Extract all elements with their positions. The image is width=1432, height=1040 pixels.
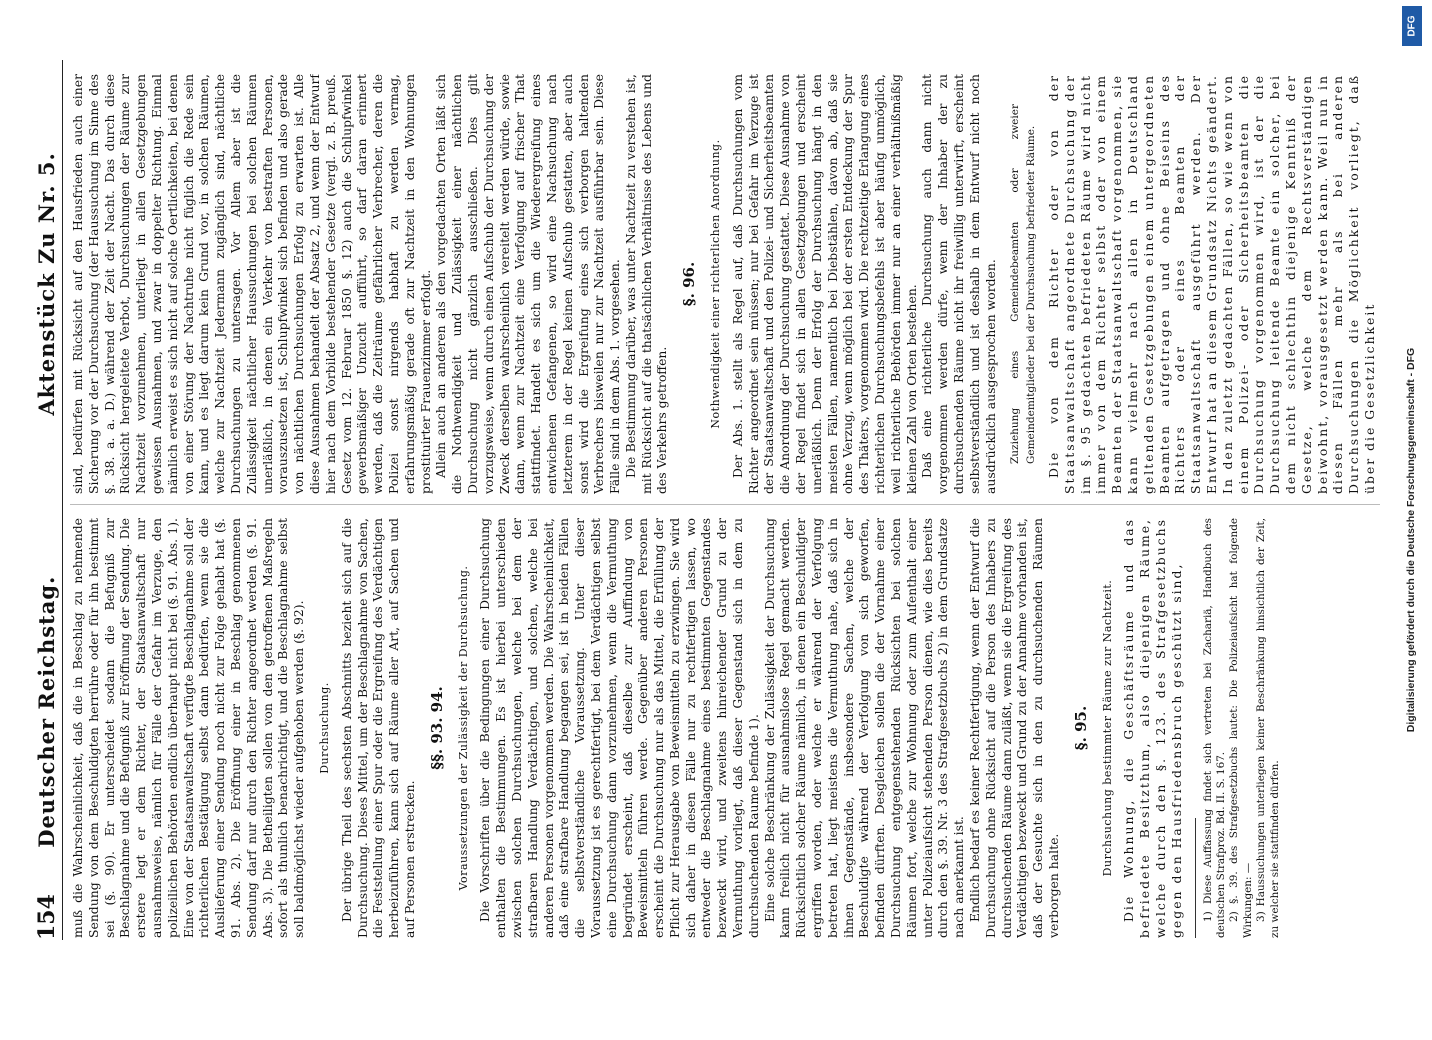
- credit-text: Digitalisierung gefördert durch die Deutsche Forschungsgemeinschaft - DFG: [1405, 347, 1417, 733]
- dfg-logo: DFG: [1402, 6, 1422, 46]
- running-head-right: Aktenstück Zu Nr. 5.: [34, 152, 59, 416]
- running-head-left: Deutscher Reichstag.: [34, 575, 59, 848]
- paragraph: Endlich bedarf es keiner Rechtfertigung, wenn der Entwurf die Durchsuchung ohne Rücksicht auf die Person des Inhabers zu durchsuchenden Räume dann zuläßt, wenn sie die Ergreifung des Verdächtigen bezweckt und Grund zu der Annahme vorhanden ist, daß der Gesuchte sich in den zu durchsuchenden Räumen verborgen halte.: [967, 518, 1062, 938]
- section-heading: Nothwendigkeit einer richterlichen Anordnung.: [709, 139, 723, 429]
- paragraph: Daß eine richterliche Durchsuchung auch dann nicht vorgenommen werden dürfe, wenn der Inhaber der zu durchsuchenden Räume nicht ihr freiwillig unterwirft, erscheint selbstverständlich und ist deshalb in dem Entwurf nicht noch ausdrücklich ausgesprochen worden.: [919, 74, 998, 494]
- paragraph: Die Vorschriften über die Bedingungen einer Durchsuchung enthalten die Bestimmungen. Es ist hierbei unterschieden zwischen solchen Durchsuchungen, welche bei dem der strafbaren Handlung Verdächtigen, und solchen, welche bei anderen Personen vorgenommen werden. Die Wahrscheinlichkeit, daß eine strafbare Handlung begangen sei, ist in beiden Fällen die selbstverständliche Voraussetzung. Unter dieser Voraussetzung ist es gerechtfertigt, bei dem Verdächtigen selbst eine Durchsuchung dann vorzunehmen, wenn die Vermuthung begründet erscheint, daß dieselbe zur Auffindung von Beweismitteln führen werde. Gegenüber anderen Personen erscheint die Durchsuchung nur als das Mittel, die Erfüllung der Pflicht zur Herausgabe von Beweismitteln zu erzwingen. Sie wird sich daher in diesen Fälle nur zu rechtfertigen lassen, wo entweder die Beschlagnahme eines bestimmten Gegenstandes bezweckt wird, und zweitens hinreichender Grund zu der Vermuthung vorliegt, daß dieser Gegenstand sich in dem zu durchsuchenden Raume befinde 1).: [477, 518, 761, 938]
- footnote: 3) Haussuchungen unterliegen keiner Beschränkung hinsichtlich der Zeit, zu welcher sie stattfinden dürfen.: [1255, 518, 1281, 938]
- digitization-credit-strip: [1390, 0, 1432, 1000]
- paragraph: Die von dem Richter oder von der Staatsanwaltschaft angeordnete Durchsuchung der im §. 95 gedachten befriedeten Räume wird nicht immer von dem Richter selbst oder von einem Beamten der Staatsanwaltschaft vorgenommen, sie kann vielmehr nach allen in Deutschland geltenden Gesetzgebungen einem untergeordneten Beamten aufgetragen und ohne Beiseins des Richters oder eines Beamten der Staatsanwaltschaft ausgeführt werden. Der Entwurf hat an diesem Grundsatz Nichts geändert. In den zuletzt gedachten Fällen, so wie wenn von einem Polizei- oder Sicherheitsbeamten die Durchsuchung vorgenommen wird, ist der die Durchsuchung leitende Beamte ein solcher, bei dem nicht schlechthin diejenige Kenntniß der Gesetze, welche dem Rechtsverständigen beiwohnt, vorausgesetzt werden kann. Weil nun in diesen Fällen mehr als bei anderen Durchsuchungen die Möglichkeit vorliegt, daß über die Gesetzlichkeit: [1046, 74, 1377, 494]
- section-heading: Voraussetzungen der Zulässigkeit der Durchsuchung.: [456, 565, 470, 891]
- section-heading: Zuziehung eines Gemeindebeamten oder zweier Gemeindemitglieder bei der Durchsuchung befriedeter Räume.: [1009, 104, 1038, 464]
- paragraph: Der übrige Theil des sechsten Abschnitts bezieht sich auf die Durchsuchung. Dieses Mittel, um der Beschlagnahme von Sachen, die Feststellung einer Spur oder die Ergreifung des Verdächtigen herbeizuführen, kann sich auf Räume aller Art, auf Sachen und auf Personen erstrecken.: [338, 518, 417, 938]
- paragraph: Der Abs. 1. stellt als Regel auf, daß Durchsuchungen vom Richter angeordnet sein müssen; nur bei Gefahr im Verzuge ist der Staatsanwaltschaft und den Polizei- und Sicherheitsbeamten die Anordnung der Durchsuchung gestattet. Diese Ausnahme von der Regel findet sich in allen Gesetzgebungen und erscheint unerläßlich. Denn der Erfolg der Durchsuchung hängt in den meisten Fällen, namentlich bei Diebstählen, davon ab, daß sie ohne Verzug, wenn möglich bei der ersten Entdeckung der Spur des Thäters, vorgenommen wird. Die rechtzeitige Erlangung eines richterlichen Durchsuchungsbefehls ist aber häufig unmöglich, weil richterliche Behörden immer nur an einer verhältnißmäßig kleinen Zahl von Orten bestehen.: [729, 74, 919, 494]
- footnote: 2) §. 39. des Strafgesetzbuchs lautet: Die Polizeiaufsicht hat folgende Wirkungen: —: [1228, 518, 1254, 938]
- section-number: §§. 93. 94.: [427, 686, 446, 770]
- paragraph: Allein auch an anderen als den vorgedachten Orten läßt sich die Nothwendigkeit und Zulässigkeit einer nächtlichen Durchsuchung nicht gänzlich ausschließen. Dies gilt vorzugsweise, wenn durch einen Aufschub der Durchsuchung der Zweck derselben wahrscheinlich vereitelt werden würde, sowie dann, wenn zur Nachtzeit eine Verfolgung auf frischer That stattfindet. Handelt es sich um die Wiederergreifung eines entwichenen Gefangenen, so wird eine Nachsuchung nach letzterem in der Regel keinen Aufschub gestatten, aber auch sonst wird die Ergreifung eines sich verborgen haltenden Verbrechers bisweilen nur zur Nachtzeit ausführbar sein. Diese Fälle sind in dem Abs. 1. vorgesehen.: [433, 74, 623, 494]
- page-number: 154: [34, 894, 60, 940]
- document-page: [20, 40, 1412, 960]
- section-heading: Durchsuchung.: [317, 682, 331, 774]
- paragraph: muß die Wahrscheinlichkeit, daß die in Beschlag zu nehmende Sendung von dem Beschuldigten herrühre oder für ihn bestimmt sei (§. 90). Er unterscheidet sodann die Befugniß zur Beschlagnahme und die Befugniß zur Eröffnung der Sendung. Die erstere legt er dem Richter, der Staatsanwaltschaft nur ausnahmsweise, nämlich für Fälle der Gefahr im Verzuge, den polizeilichen Behörden endlich überhaupt nicht bei (§. 91. Abs. 1). Eine von der Staatsanwaltschaft verfügte Beschlagnahme soll der richterlichen Bestätigung selbst dann bedürfen, wenn sie die Auslieferung einer Sendung noch nicht zur Folge gehabt hat (§. 91. Abs. 2). Die Eröffnung einer in Beschlag genommenen Sendung darf nur durch den Richter angeordnet werden (§. 91. Abs. 3). Die Betheiligten sollen von den getroffenen Maßregeln sofort als thunlich benachrichtigt, und die Beschlagnahme selbst soll baldmöglichst wieder aufgehoben werden (§. 92).: [70, 518, 307, 938]
- right-column: [70, 74, 1390, 494]
- left-column: [70, 518, 1390, 938]
- footnote-rule: [1195, 818, 1196, 938]
- paragraph: Die Wohnung, die Geschäftsräume und das befriedete Besitzthum, also diejenigen Räume, welche durch den §. 123. des Strafgesetzbuchs gegen den Hausfriedensbruch geschützt sind,: [1121, 518, 1184, 938]
- page-header: [34, 60, 63, 940]
- paragraph: Eine solche Beschränkung der Zulässigkeit der Durchsuchung kann freilich nicht für ausnahmslose Regel gemacht werden. Rücksichtlich solcher Räume nämlich, in denen ein Beschuldigter ergriffen worden, oder welche er während der Verfolgung betreten hat, liegt meistens die Vermuthung nahe, daß sich in ihnen Gegenstände, insbesondere Sachen, welche der Beschuldigte während der Verfolgung von sich geworfen, befinden dürften. Desgleichen sollen die der Vornahme einer Durchsuchung entgegenstehenden Rücksichten bei solchen Räumen fort, welche zur Wohnung oder zum Aufenthalt einer unter Polizeiaufsicht stehenden Person dienen, wie dies bereits durch den §. 39. Nr. 3 des Strafgesetzbuchs 2) in dem Grundsatze nach anerkannt ist.: [761, 518, 967, 938]
- section-number: §. 96.: [680, 261, 699, 307]
- column-divider: [70, 504, 1380, 505]
- footnote: 1) Diese Auffassung findet sich vertreten bei Zachariä, Handbuch des deutschen Strafproz. Bd. II. S. 167.: [1201, 518, 1227, 938]
- paragraph: Die Bestimmung darüber, was unter Nachtzeit zu verstehen ist, mit Rücksicht auf die thatsächlichen Verhältnisse des Lebens und des Verkehrs getroffen.: [622, 74, 670, 494]
- section-heading: Durchsuchung bestimmter Räume zur Nachtzeit.: [1100, 579, 1114, 877]
- paragraph: sind, bedürfen mit Rücksicht auf den Hausfrieden auch einer Sicherung vor der Durchsuchung (der Haussuchung im Sinne des §. 38. a. a. D.) während der Zeit der Nacht. Das durch diese Rücksicht hergeleitete Verbot, Durchsuchungen der Räume zur Nachtzeit vorzunehmen, unterliegt in allen Gesetzgebungen gewissen Ausnahmen, und zwar in doppelter Richtung. Einmal nämlich erweist es sich nicht auf solche Oertlichkeiten, bei denen von einer Störung der Nachtruhe nicht füglich die Rede sein kann, und es liegt darum kein Grund vor, in solchen Räumen, welche zur Nachtzeit Jedermann zugänglich sind, nächtliche Durchsuchungen zu untersagen. Vor Allem aber ist die Zulässigkeit nächtlicher Haussuchungen bei solchen Räumen unerläßlich, in denen ein Verkehr von bestraften Personen, vorauszusetzen ist, Schlupfwinkel sich befinden und also gerade von nächtlichen Durchsuchungen Erfolg zu erwarten ist. Alle diese Ausnahmen behandelt der Absatz 2, und wenn der Entwurf hier nach dem Vorbilde bestehender Gesetze (vergl. z. B. preuß. Gesetz vom 12. Februar 1850 §. 12) auch die Schlupfwinkel gewerbsmäßiger Unzucht aufführt, so darf daran erinnert werden, daß die Zeiträume gefährlicher Verbrecher, deren die Polizei sonst nirgends habhaft zu werden vermag, erfahrungsmäßig gerade oft zur Nachtzeit in den Wohnungen prostituirter Frauenzimmer erfolgt.: [70, 74, 433, 494]
- section-number: §. 95.: [1071, 705, 1090, 751]
- running-head: [34, 60, 59, 940]
